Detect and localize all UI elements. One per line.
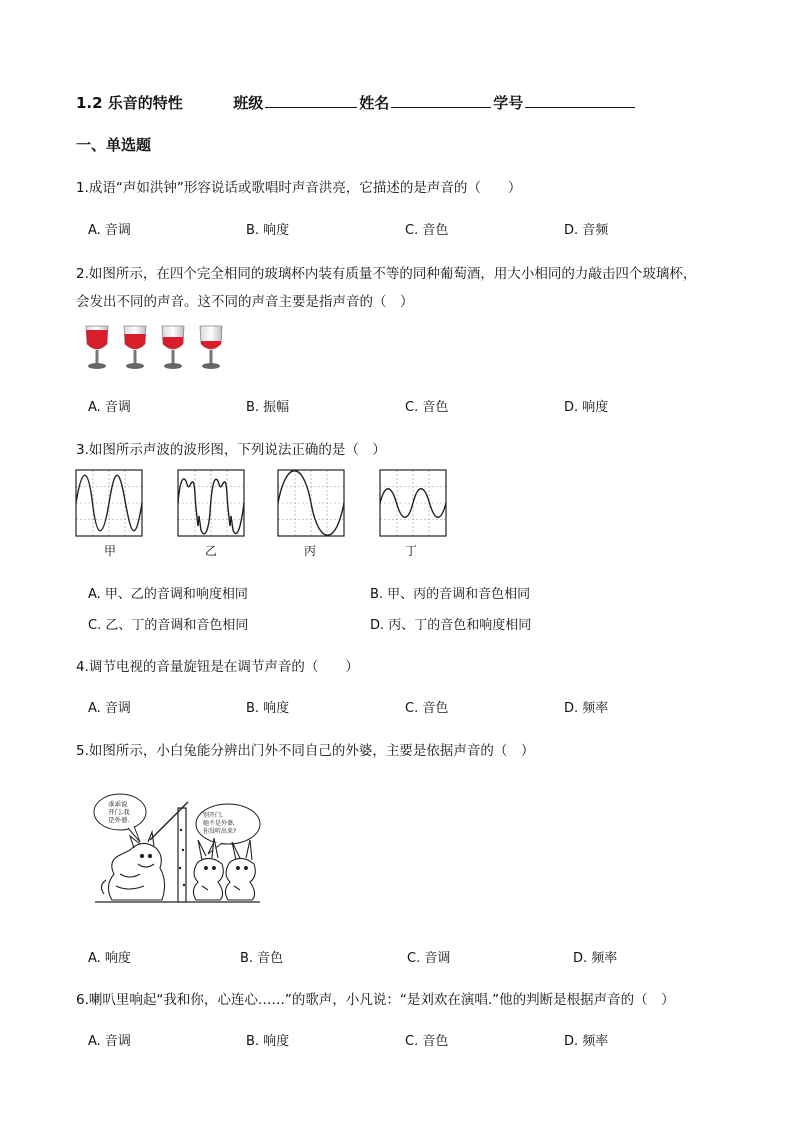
q4-option-b[interactable]: B. 响度: [246, 701, 290, 716]
question-5-stem: 5.如图所示，小白兔能分辨出门外不同自己的外婆，主要是依据声音的（ ）: [76, 743, 535, 759]
question-3-stem: 3.如图所示声波的波形图，下列说法正确的是（ ）: [76, 442, 386, 458]
q5-option-c[interactable]: C. 音调: [407, 951, 451, 966]
wine-glass-4: [200, 326, 222, 369]
wine-glass-3: [162, 326, 184, 369]
q4-option-a[interactable]: A. 音调: [88, 701, 131, 716]
q1-option-b[interactable]: B. 响度: [246, 223, 290, 238]
name-label: 姓名: [359, 94, 390, 112]
q6-option-d[interactable]: D. 频率: [564, 1034, 609, 1049]
q6-option-a[interactable]: A. 音调: [88, 1034, 131, 1049]
q1-option-c[interactable]: C. 音色: [405, 223, 449, 238]
caption-bing: 丙: [304, 544, 317, 558]
q6-option-b[interactable]: B. 响度: [246, 1034, 290, 1049]
caption-ding: 丁: [405, 544, 418, 558]
q2-option-d[interactable]: D. 响度: [564, 400, 609, 415]
number-label: 学号: [493, 94, 524, 112]
worksheet-header: [76, 92, 637, 113]
q4-option-c[interactable]: C. 音色: [405, 701, 449, 716]
q3-option-d[interactable]: D. 丙、丁的音色和响度相同: [370, 618, 532, 633]
section-heading: 一、单选题: [76, 136, 152, 154]
bubble-left-line1: 乖乖说: [108, 800, 128, 808]
q5-option-d[interactable]: D. 频率: [573, 951, 618, 966]
class-blank[interactable]: [265, 93, 357, 108]
q5-option-a[interactable]: A. 响度: [88, 951, 131, 966]
page-title: 1.2 乐音的特性: [76, 94, 183, 112]
wine-glass-2: [124, 326, 146, 369]
caption-yi: 乙: [205, 544, 218, 558]
question-6-stem: 6.喇叭里响起“我和你，心连心……”的歌声，小凡说：“是刘欢在演唱.”他的判断是根据声音的（ ）: [76, 992, 675, 1008]
q3-option-a[interactable]: A. 甲、乙的音调和响度相同: [88, 587, 248, 602]
question-4-stem: 4.调节电视的音量旋钮是在调节声音的（ ）: [76, 659, 359, 675]
q4-option-d[interactable]: D. 频率: [564, 701, 609, 716]
question-2-stem-line2: 会发出不同的声音。这不同的声音主要是指声音的（ ）: [76, 294, 414, 310]
speech-bubble-left: [94, 794, 146, 842]
q6-option-c[interactable]: C. 音色: [405, 1034, 449, 1049]
q1-option-a[interactable]: A. 音调: [88, 223, 131, 238]
name-blank[interactable]: [391, 93, 491, 108]
class-label: 班级: [233, 94, 264, 112]
bubble-right-line2: 她不是外婆,: [203, 820, 235, 827]
q5-option-b[interactable]: B. 音色: [240, 951, 284, 966]
bubble-left-line2: 开门,我: [108, 808, 130, 816]
wine-glass-1: [86, 326, 108, 369]
bubble-left-line3: 是外婆.: [108, 816, 130, 824]
waveform-figure: [74, 468, 454, 540]
q3-option-b[interactable]: B. 甲、丙的音调和音色相同: [370, 587, 531, 602]
q2-option-b[interactable]: B. 振幅: [246, 400, 290, 415]
q2-option-a[interactable]: A. 音调: [88, 400, 131, 415]
q2-option-c[interactable]: C. 音色: [405, 400, 449, 415]
wine-glasses-figure: [82, 322, 232, 374]
caption-jia: 甲: [104, 544, 117, 558]
question-2-stem-line1: 2.如图所示，在四个完全相同的玻璃杯内装有质量不等的同种葡萄酒，用大小相同的力敲击四个玻璃杯，: [76, 266, 697, 282]
q3-option-c[interactable]: C. 乙、丁的音调和音色相同: [88, 618, 249, 633]
rabbit-cartoon-figure: [90, 790, 265, 910]
bubble-right-line3: 你没听出来?: [203, 828, 237, 835]
number-blank[interactable]: [525, 93, 635, 108]
q1-option-d[interactable]: D. 音频: [564, 223, 609, 238]
wolf-figure: [101, 832, 164, 900]
question-1-stem: 1.成语“声如洪钟”形容说话或歌唱时声音洪亮，它描述的是声音的（ ）: [76, 180, 522, 196]
rabbits-figure: [193, 838, 255, 900]
bubble-right-line1: 别开门,: [203, 812, 223, 819]
